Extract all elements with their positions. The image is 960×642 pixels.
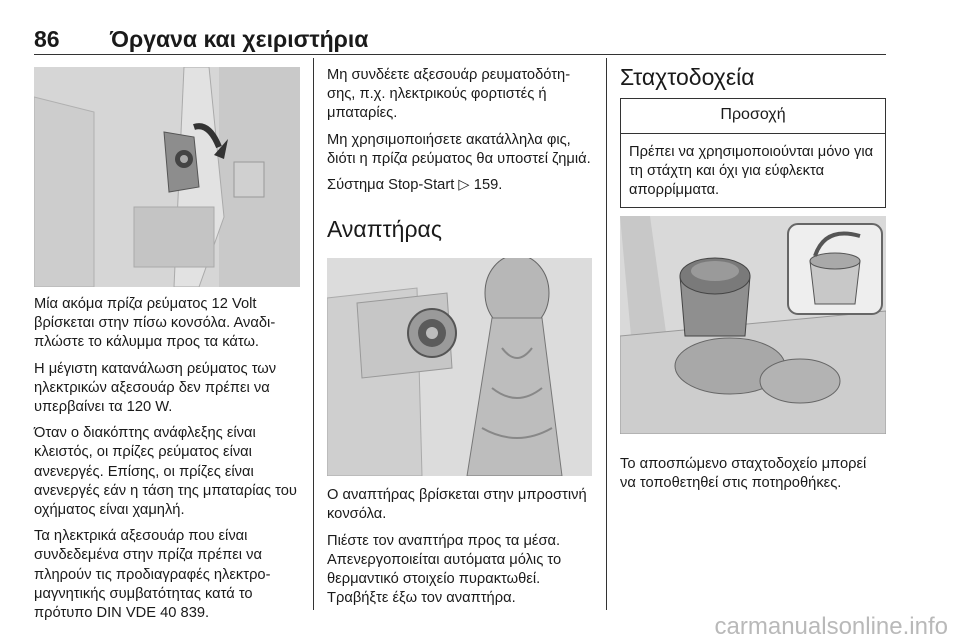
col1-paragraph-3: Όταν ο διακόπτης ανάφλεξης είναι κλειστός, οι πρίζες ρεύματος είναι ανενεργές. Επίσης, οι πρίζες είναι ανενεργές εάν η τάση της μπαταρίας του οχήματος είναι χαμηλή. bbox=[34, 425, 297, 519]
column-2 bbox=[327, 58, 592, 615]
caution-box bbox=[620, 98, 886, 208]
page-title: Όργανα και χειριστήρια bbox=[110, 26, 369, 52]
caution-title: Προσοχή bbox=[621, 99, 885, 134]
page-number: 86 bbox=[34, 26, 60, 52]
col2-paragraph-5: Πιέστε τον αναπτήρα προς τα μέσα. Απενεργοποιείται αυτόματα μόλις το θερμαντικό στοιχείο πυρακτωθεί. Τραβήξτε έξω τον αναπτήρα. bbox=[327, 532, 562, 607]
col1-paragraph-2: Η μέγιστη κατανάλωση ρεύματος των ηλεκτρικών αξεσουάρ δεν πρέπει να υπερβαίνει τα 120 W. bbox=[34, 360, 277, 416]
watermark: carmanualsonline.info bbox=[714, 613, 948, 640]
col2-paragraph-4: Ο αναπτήρας βρίσκεται στην μπροστινή κονσόλα. bbox=[327, 487, 587, 523]
caution-text: Πρέπει να χρησιμοποιούνται μόνο για τη στάχτη και όχι για εύφλεκτα απορρίμματα. bbox=[629, 144, 874, 199]
lighter-illustration bbox=[327, 258, 592, 476]
column-3 bbox=[620, 58, 886, 500]
column-divider-2 bbox=[606, 58, 607, 610]
col1-paragraph-4: Τα ηλεκτρικά αξεσουάρ που είναι συνδεδεμένα στην πρίζα πρέπει να πληρούν τις προδιαγραφές ηλεκτρομαγνητικής συμβατότητας κατά το πρότυπο DIN VDE 40 839. bbox=[34, 528, 271, 622]
col2-paragraph-2: Μη χρησιμοποιήσετε ακατάλληλα φις, διότι η πρίζα ρεύματος θα υποστεί ζημιά. bbox=[327, 131, 591, 167]
header-rule bbox=[34, 54, 886, 55]
stop-start-page-ref[interactable]: 159. bbox=[473, 177, 503, 194]
ashtray-illustration bbox=[620, 216, 886, 434]
col1-paragraph-1: Μία ακόμα πρίζα ρεύματος 12 Volt βρίσκεται στην πίσω κονσόλα. Αναδιπλώστε το κάλυμμα προς τα κάτω. bbox=[34, 296, 276, 351]
rear-socket-illustration bbox=[34, 67, 300, 287]
stop-start-text: Σύστημα Stop-Start bbox=[327, 177, 459, 194]
gear-lever-lighter-image bbox=[327, 258, 592, 476]
column-divider-1 bbox=[313, 58, 314, 610]
rear-console-socket-image bbox=[34, 67, 300, 287]
col2-paragraph-3 bbox=[327, 176, 592, 195]
col3-paragraph-1: Το αποσπώμενο σταχτοδοχείο μπορεί να τοποθετηθεί στις ποτηροθήκες. bbox=[620, 455, 867, 491]
column-1 bbox=[34, 58, 300, 630]
ashtray-image bbox=[620, 216, 886, 434]
col2-paragraph-1: Μη συνδέετε αξεσουάρ ρευματοδότησης, π.χ. ηλεκτρικούς φορτιστές ή μπαταρίες. bbox=[327, 67, 571, 122]
ashtray-heading: Σταχτοδοχεία bbox=[620, 64, 755, 90]
cross-reference-arrow-icon: ▷ bbox=[458, 177, 474, 194]
lighter-heading: Αναπτήρας bbox=[327, 216, 442, 243]
